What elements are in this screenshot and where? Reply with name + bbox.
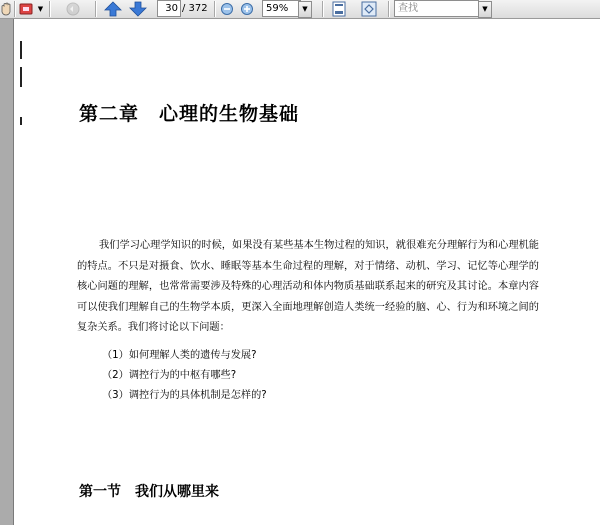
hand-icon[interactable]: [0, 1, 13, 17]
fit-page-icon[interactable]: [360, 1, 378, 17]
question-item: （2）调控行为的中枢有哪些?: [102, 370, 237, 381]
page-mark: [20, 67, 22, 87]
section-title: 第一节 我们从哪里来: [79, 484, 219, 500]
zoom-out-icon[interactable]: [220, 1, 234, 17]
page-mark: [20, 41, 22, 59]
page-total: / 372: [182, 3, 208, 14]
zoom-input[interactable]: 59%: [262, 0, 301, 17]
intro-paragraph: 我们学习心理学知识的时候，如果没有某些基本生物过程的知识，就很难充分理解行为和心理机能的特点。不只是对摄食、饮水、睡眠等基本生命过程的理解，对于情绪、动机、学习、记忆等心理学的核心问题的理解，也常常需要涉及特殊的心理活动和体内物质基础联系起来的研究及其讨论。本章内容可以使我们理解自己的生物学本质，更深入全面地理解创造人类统一经验的脑、心、行为和环境之间的复杂关系。我们将讨论以下问题：: [77, 240, 539, 333]
stamp-icon[interactable]: [17, 1, 35, 17]
zoom-in-icon[interactable]: [240, 1, 254, 17]
document-page: [13, 19, 600, 525]
question-item: （1）如何理解人类的遗传与发展?: [102, 350, 257, 361]
prev-page-icon[interactable]: [104, 1, 122, 17]
page-mark: [20, 117, 22, 125]
find-input[interactable]: 查找: [394, 0, 479, 17]
single-page-icon[interactable]: [330, 1, 348, 17]
next-page-icon[interactable]: [129, 1, 147, 17]
zoom-dropdown-icon[interactable]: ▼: [298, 1, 312, 18]
page-number-input[interactable]: 30: [157, 0, 181, 17]
chapter-title: 第二章 心理的生物基础: [79, 103, 300, 125]
stamp-dropdown-icon[interactable]: ▼: [37, 5, 44, 13]
toolbar: [0, 0, 600, 19]
history-icon[interactable]: [62, 1, 84, 17]
find-dropdown-icon[interactable]: ▼: [478, 1, 492, 18]
question-item: （3）调控行为的具体机制是怎样的?: [102, 390, 267, 401]
